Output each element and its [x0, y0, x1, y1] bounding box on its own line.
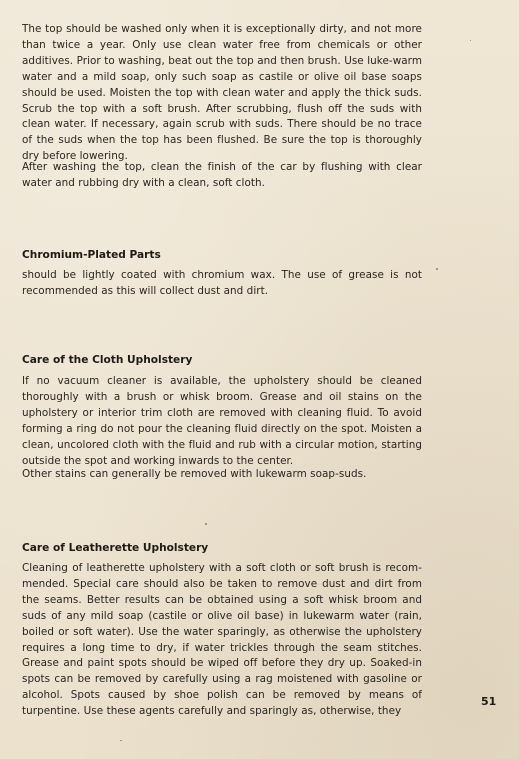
top-washing-paragraph: The top should be washed only when it is exceptionally dirty, and not more than twice a year. Only use clean water free from chemicals or other additives. Prior to washing, beat out the top and then brush. Use luke-warm water and a mild soap, only such soap as castile or olive oil base soaps should be used. Moisten the top with clean water and apply the thick suds. Scrub the top with a soft brush. After scrubbing, flush off the suds with clean water. If necessary, again scrub with suds. There should be no trace of the suds when the top has been flushed. Be sure the top is thoroughly dry before lowering.	[22, 23, 422, 163]
leatherette-upholstery-heading: Care of Leatherette Upholstery	[22, 542, 209, 554]
chromium-paragraph: should be lightly coated with chromium wax. The use of grease is not recommended as this will collect dust and dirt.	[22, 269, 422, 297]
leatherette-upholstery-paragraph: Cleaning of leatherette upholstery with a soft cloth or soft brush is recom-mended. Special care should also be taken to remove dust and dirt from the seams. Better results can be obtained using a soft whisk broom and suds of any mild soap (castile or olive oil base) in lukewarm water (rain, boiled or soft water). Use the water sparingly, as otherwise the upholstery requires a long time to dry, if water trickles through the seam stitches. Grease and paint spots should be wiped off before they dry up. Soaked-in spots can be removed by carefully using a rag moistened with gasoline or alcohol. Spots caused by shoe polish can be removed by means of turpentine. Use these agents carefully and sparingly as, otherwise, they	[22, 562, 422, 718]
paper-speck	[120, 740, 122, 741]
paper-speck	[470, 40, 471, 41]
cloth-upholstery-heading: Care of the Cloth Upholstery	[22, 354, 193, 366]
cloth-upholstery-paragraph: If no vacuum cleaner is available, the upholstery should be cleaned thoroughly with a brush or whisk broom. Grease and oil stains on the upholstery or interior trim cloth are removed with cleaning fluid. To avoid forming a ring do not pour the cleaning fluid directly on the spot. Moisten a clean, uncolored cloth with the fluid and rub with a circular motion, starting outside the spot and working inwards to the center.	[22, 375, 422, 467]
other-stains-paragraph: Other stains can generally be removed with lukewarm soap-suds.	[22, 468, 367, 480]
paper-speck	[205, 523, 207, 525]
chromium-heading: Chromium-Plated Parts	[22, 249, 161, 261]
paper-speck	[436, 268, 438, 270]
finish-cleaning-paragraph: After washing the top, clean the finish of the car by flushing with clear water and rubbing dry with a clean, soft cloth.	[22, 161, 422, 189]
page-number: 51	[481, 695, 497, 708]
